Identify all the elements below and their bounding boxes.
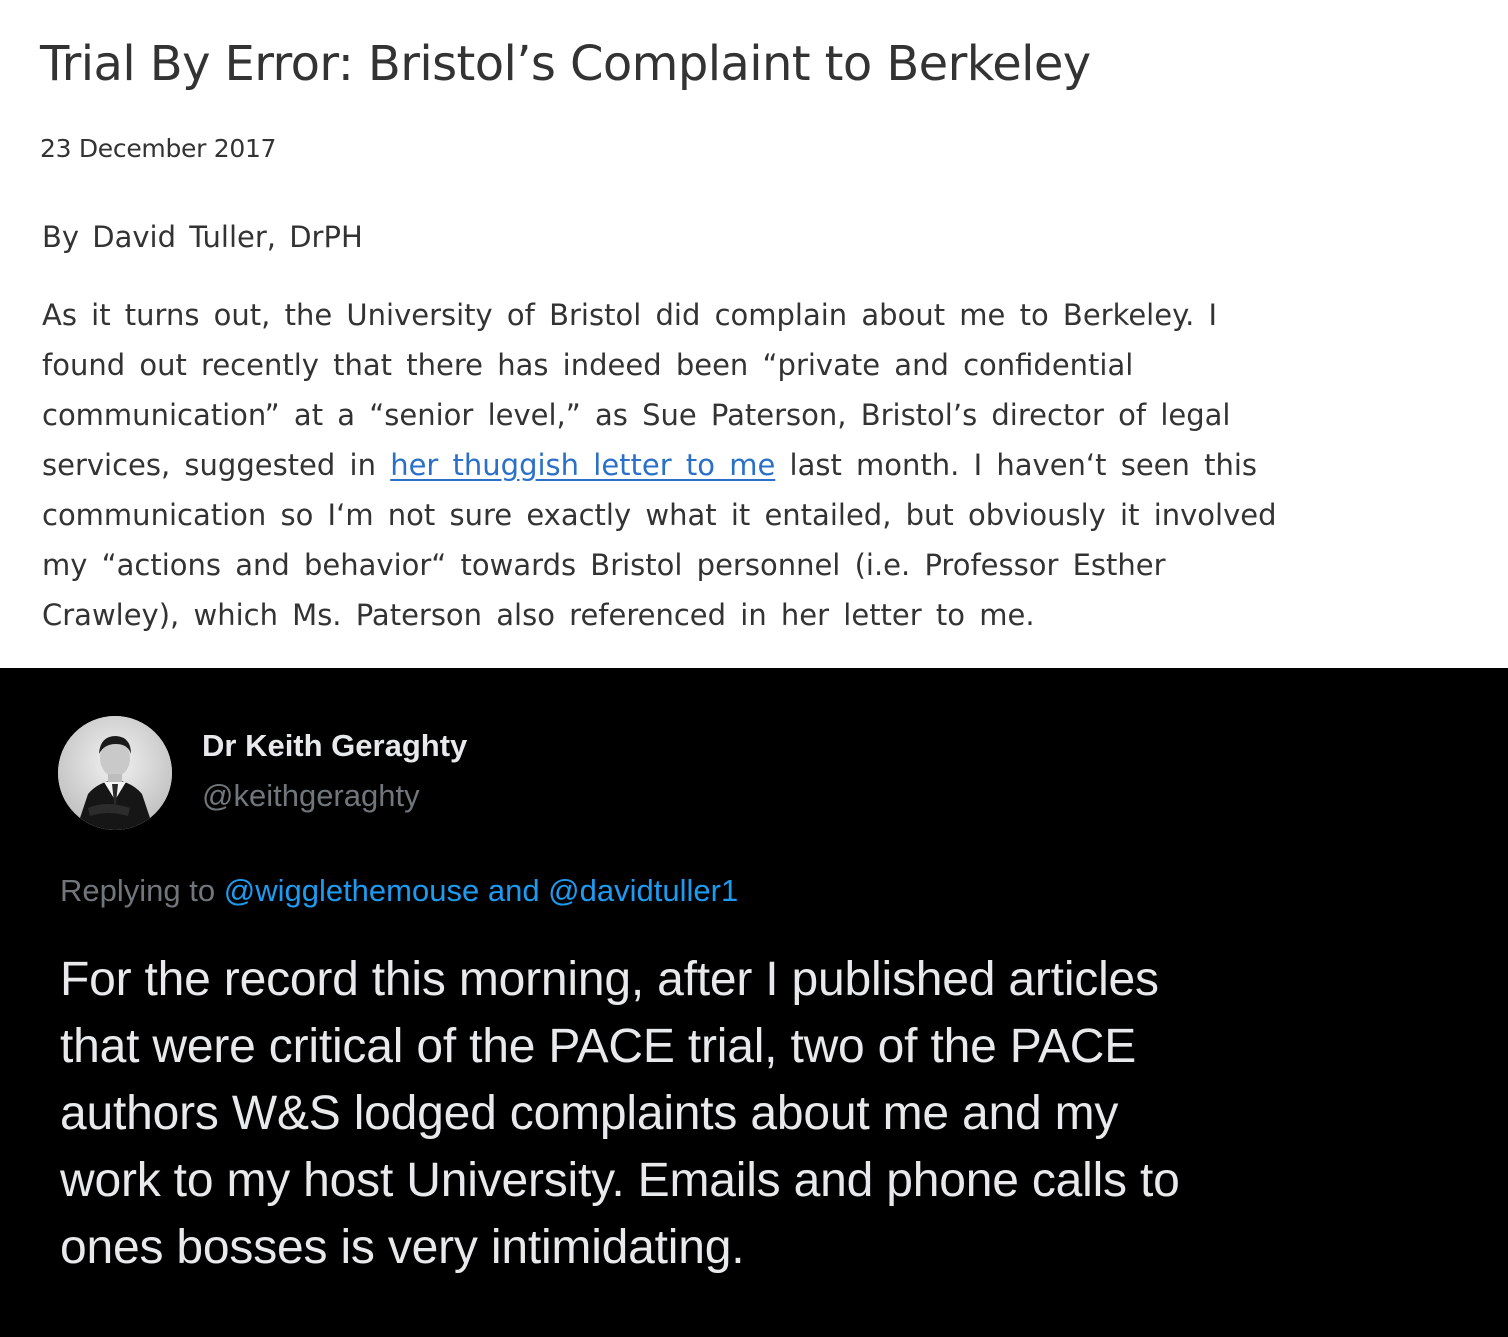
tweet-text-line: work to my host University. Emails and phone calls to [60, 1154, 1180, 1207]
profile-photo-icon [58, 716, 172, 830]
body-line: communication so I‘m not sure exactly what it entailed, but obviously it involved [42, 498, 1277, 532]
body-line: communication” at a “senior level,” as Sue Paterson, Bristol’s director of legal [42, 398, 1231, 432]
article-byline: By David Tuller, DrPH [42, 220, 363, 254]
tweet-text-line: that were critical of the PACE trial, two of the PACE [60, 1020, 1137, 1073]
article-section [0, 0, 1508, 668]
body-text: last month. I haven‘t seen this [775, 448, 1258, 482]
tweet-text-line: For the record this morning, after I published articles [60, 953, 1159, 1006]
tweet-text [60, 946, 1180, 1281]
mention-joiner: and [479, 873, 549, 908]
author-handle[interactable]: @keithgeraghty [202, 778, 420, 813]
body-line-with-link [42, 440, 1382, 490]
letter-link[interactable]: her thuggish letter to me [390, 448, 776, 482]
body-line: As it turns out, the University of Bristol did complain about me to Berkeley. I [42, 298, 1218, 332]
mention-link[interactable]: @wigglethemouse [223, 873, 480, 908]
replying-to [60, 873, 738, 909]
body-text: services, suggested in [42, 448, 391, 482]
body-line: my “actions and behavior“ towards Bristol personnel (i.e. Professor Esther [42, 548, 1166, 582]
article-date: 23 December 2017 [40, 134, 277, 163]
replying-to-label: Replying to [60, 873, 224, 908]
body-line: found out recently that there has indeed been “private and confidential [42, 348, 1134, 382]
mention-link[interactable]: @davidtuller1 [548, 873, 739, 908]
body-line: Crawley), which Ms. Paterson also referenced in her letter to me. [42, 598, 1035, 632]
author-name[interactable]: Dr Keith Geraghty [202, 728, 468, 763]
tweet-text-line: authors W&S lodged complaints about me and my [60, 1087, 1119, 1140]
tweet-card [0, 668, 1508, 1337]
avatar[interactable] [58, 716, 172, 830]
article-body [42, 290, 1382, 640]
tweet-text-line: ones bosses is very intimidating. [60, 1221, 745, 1274]
article-title: Trial By Error: Bristol’s Complaint to Berkeley [40, 36, 1091, 92]
